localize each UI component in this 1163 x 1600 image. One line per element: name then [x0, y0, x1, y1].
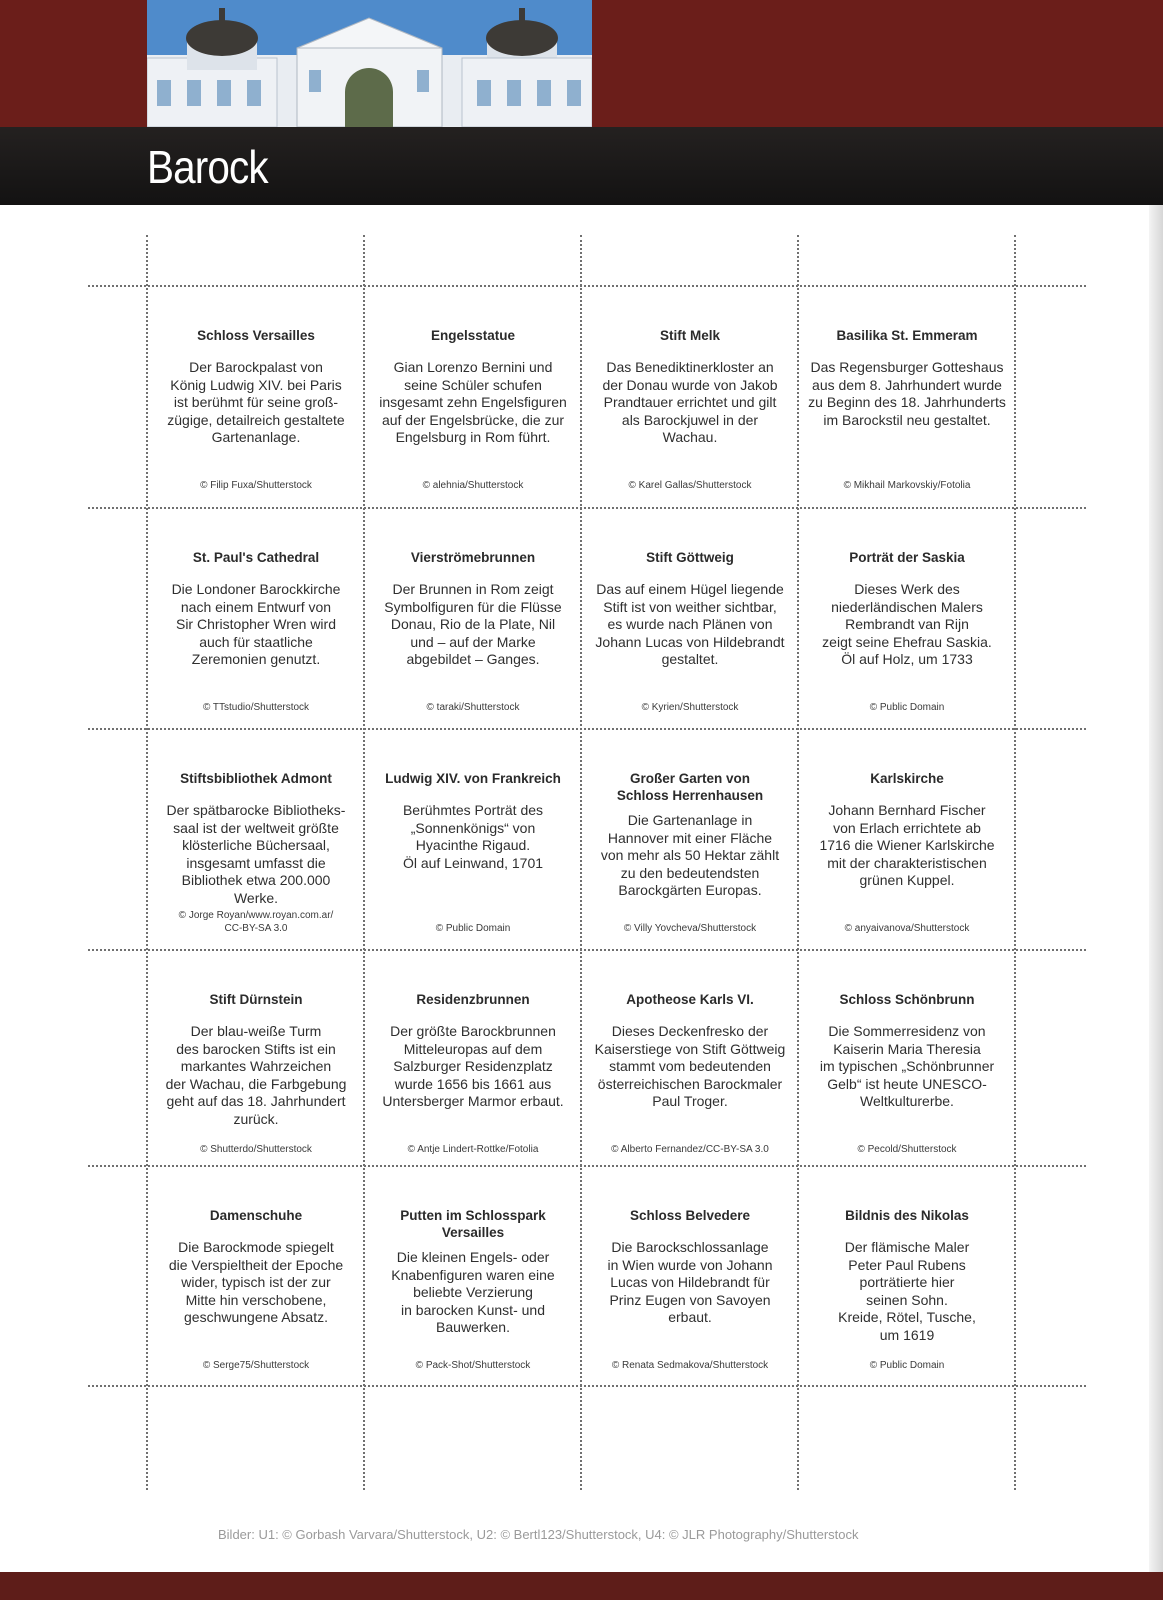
- stamp-description: Der Barockpalast von König Ludwig XIV. bei Paris ist berühmt für seine groß- zügige, detailreich gestaltete Gartenanlage.: [167, 359, 345, 445]
- stamp-description: Der blau-weiße Turm des barocken Stifts ist ein markantes Wahrzeichen der Wachau, die Farbgebung geht auf das 18. Jahrhundert zurück.: [165, 1023, 347, 1127]
- stamp-title: Apotheose Karls VI.: [626, 992, 754, 1007]
- palace-illustration: [147, 0, 592, 127]
- stamp-card: [581, 1166, 799, 1386]
- stamp-description: Der Brunnen in Rom zeigt Symbolfiguren für die Flüsse Donau, Rio de la Plate, Nil und – auf der Marke abgebildet – Ganges.: [384, 581, 562, 667]
- stamp-card: [581, 950, 799, 1170]
- stamp-description: Die Londoner Barockkirche nach einem Entwurf von Sir Christopher Wren wird auch für staatliche Zeremonien genutzt.: [171, 581, 341, 667]
- bottom-strip: [0, 1572, 1163, 1600]
- stamp-description: Gian Lorenzo Bernini und seine Schüler schufen insgesamt zehn Engelsfiguren auf der Engelsbrücke, die zur Engelsburg in Rom führt.: [379, 359, 567, 445]
- stamp-title: Damenschuhe: [209, 1208, 303, 1223]
- stamp-description: Die Barockschlossanlage in Wien wurde von Johann Lucas von Hildebrandt für Prinz Eugen von Savoyen erbaut.: [607, 1239, 773, 1325]
- stamp-credit: © Mikhail Markovskiy/Fotolia: [843, 480, 971, 491]
- stamp-card: [147, 508, 365, 728]
- stamp-card: [798, 1166, 1016, 1386]
- stamp-credit: © Serge75/Shutterstock: [202, 1360, 310, 1371]
- stamp-description: Das Benediktinerkloster an der Donau wurde von Jakob Prandtauer errichtet und gilt als Barockjuwel in der Wachau.: [602, 359, 778, 445]
- stamp-credit: © Jorge Royan/www.royan.com.ar/ CC-BY-SA 3.0: [178, 910, 334, 934]
- stamp-description: Dieses Werk des niederländischen Malers Rembrandt van Rijn zeigt seine Ehefrau Saskia. Öl auf Holz, um 1733: [822, 581, 992, 667]
- stamp-card: [798, 729, 1016, 949]
- footer-credits: Bilder: U1: © Gorbash Varvara/Shutterstock, U2: © Bertl123/Shutterstock, U4: © JLR Photography/Shutterstock: [218, 1527, 859, 1542]
- stamp-card: [798, 950, 1016, 1170]
- stamp-card: [581, 508, 799, 728]
- stamp-credit: © Public Domain: [435, 923, 511, 934]
- stamp-description: Berühmtes Porträt des „Sonnenkönigs“ von Hyacinthe Rigaud. Öl auf Leinwand, 1701: [402, 802, 544, 871]
- stamp-description: Die Gartenanlage in Hannover mit einer Fläche von mehr als 50 Hektar zählt zu den bedeutendsten Barockgärten Europas.: [600, 812, 780, 898]
- stamp-credit: © Renata Sedmakova/Shutterstock: [611, 1360, 769, 1371]
- stamp-card: [147, 950, 365, 1170]
- stamp-credit: © Villy Yovcheva/Shutterstock: [623, 923, 757, 934]
- stamp-title: Engelsstatue: [430, 328, 516, 343]
- stamp-card: [147, 286, 365, 506]
- stamp-credit: © Antje Lindert-Rottke/Fotolia: [407, 1144, 539, 1155]
- stamp-credit: © Pack-Shot/Shutterstock: [415, 1360, 531, 1371]
- stamp-description: Johann Bernhard Fischer von Erlach errichtete ab 1716 die Wiener Karlskirche mit der charakteristischen grünen Kuppel.: [819, 802, 995, 888]
- stamp-card: [364, 508, 582, 728]
- stamp-card: [798, 286, 1016, 506]
- stamp-title: Residenzbrunnen: [416, 992, 530, 1007]
- page-title: Barock: [147, 141, 268, 193]
- stamp-card: [147, 1166, 365, 1386]
- stamp-description: Die Sommerresidenz von Kaiserin Maria Theresia im typischen „Schönbrunner Gelb“ ist heute UNESCO- Weltkulturerbe.: [819, 1023, 995, 1109]
- stamp-title: Stift Dürnstein: [209, 992, 303, 1007]
- stamp-title: Putten im Schlosspark Versailles: [400, 1208, 546, 1240]
- stamp-description: Das Regensburger Gotteshaus aus dem 8. Jahrhundert wurde zu Beginn des 18. Jahrhunderts im Barockstil neu gestaltet.: [808, 359, 1006, 428]
- stamp-credit: © Public Domain: [869, 1360, 945, 1371]
- header-photo: [147, 0, 592, 127]
- stamp-description: Das auf einem Hügel liegende Stift ist von weither sichtbar, es wurde nach Plänen von Johann Lucas von Hildebrandt gestaltet.: [595, 581, 785, 667]
- stamp-title: Porträt der Saskia: [849, 550, 965, 565]
- stamp-title: Basilika St. Emmeram: [836, 328, 978, 343]
- stamp-card: [581, 729, 799, 949]
- stamp-title: Schloss Belvedere: [629, 1208, 751, 1223]
- stamp-title: Schloss Schönbrunn: [839, 992, 975, 1007]
- stamp-card: [364, 950, 582, 1170]
- stamp-card: [147, 729, 365, 949]
- stamp-title: Karlskirche: [870, 771, 944, 786]
- stamp-title: Stiftsbibliothek Admont: [180, 771, 332, 786]
- stamp-title: Bildnis des Nikolas: [845, 1208, 969, 1223]
- stamp-credit: © Karel Gallas/Shutterstock: [628, 480, 752, 491]
- stamp-credit: © Filip Fuxa/Shutterstock: [200, 480, 312, 491]
- stamp-card: [364, 286, 582, 506]
- stamp-description: Die Barockmode spiegelt die Verspieltheit der Epoche wider, typisch ist der zur Mitte hin verschobene, geschwungene Absatz.: [168, 1239, 344, 1325]
- stamp-description: Dieses Deckenfresko der Kaiserstiege von Stift Göttweig stammt vom bedeutenden österreichischen Barockmaler Paul Troger.: [594, 1023, 786, 1109]
- stamp-sheet: [88, 235, 1088, 1490]
- stamp-credit: © Shutterdo/Shutterstock: [200, 1144, 312, 1155]
- stamp-credit: © alehnia/Shutterstock: [422, 480, 524, 491]
- stamp-credit: © anyaivanova/Shutterstock: [844, 923, 970, 934]
- stamp-card: [798, 508, 1016, 728]
- stamp-card: [581, 286, 799, 506]
- page-edge-shadow: [1149, 205, 1163, 1575]
- stamp-title: Großer Garten von Schloss Herrenhausen: [616, 771, 764, 803]
- stamp-title: St. Paul's Cathedral: [192, 550, 320, 565]
- stamp-credit: © Pecold/Shutterstock: [857, 1144, 957, 1155]
- stamp-credit: © Public Domain: [869, 702, 945, 713]
- stamp-credit: © Alberto Fernandez/CC-BY-SA 3.0: [611, 1144, 769, 1155]
- stamp-title: Schloss Versailles: [197, 328, 315, 343]
- stamp-credit: © taraki/Shutterstock: [426, 702, 520, 713]
- stamp-description: Der flämische Maler Peter Paul Rubens porträtierte hier seinen Sohn. Kreide, Rötel, Tusche, um 1619: [838, 1239, 976, 1343]
- stamp-credit: © TTstudio/Shutterstock: [202, 702, 310, 713]
- stamp-card: [364, 1166, 582, 1386]
- stamp-description: Der spätbarocke Bibliotheks- saal ist der weltweit größte klösterliche Büchersaal, insgesamt umfasst die Bibliothek etwa 200.000 Werke.: [166, 802, 346, 906]
- stamp-title: Stift Melk: [659, 328, 720, 343]
- stamp-credit: © Kyrien/Shutterstock: [641, 702, 739, 713]
- stamp-description: Der größte Barockbrunnen Mitteleuropas auf dem Salzburger Residenzplatz wurde 1656 bis 1661 aus Untersberger Marmor erbaut.: [382, 1023, 564, 1109]
- stamp-title: Vierströmebrunnen: [410, 550, 536, 565]
- stamp-card: [364, 729, 582, 949]
- stamp-description: Die kleinen Engels- oder Knabenfiguren waren eine beliebte Verzierung in barocken Kunst- und Bauwerken.: [391, 1249, 555, 1335]
- stamp-title: Ludwig XIV. von Frankreich: [385, 771, 561, 786]
- stamp-title: Stift Göttweig: [646, 550, 734, 565]
